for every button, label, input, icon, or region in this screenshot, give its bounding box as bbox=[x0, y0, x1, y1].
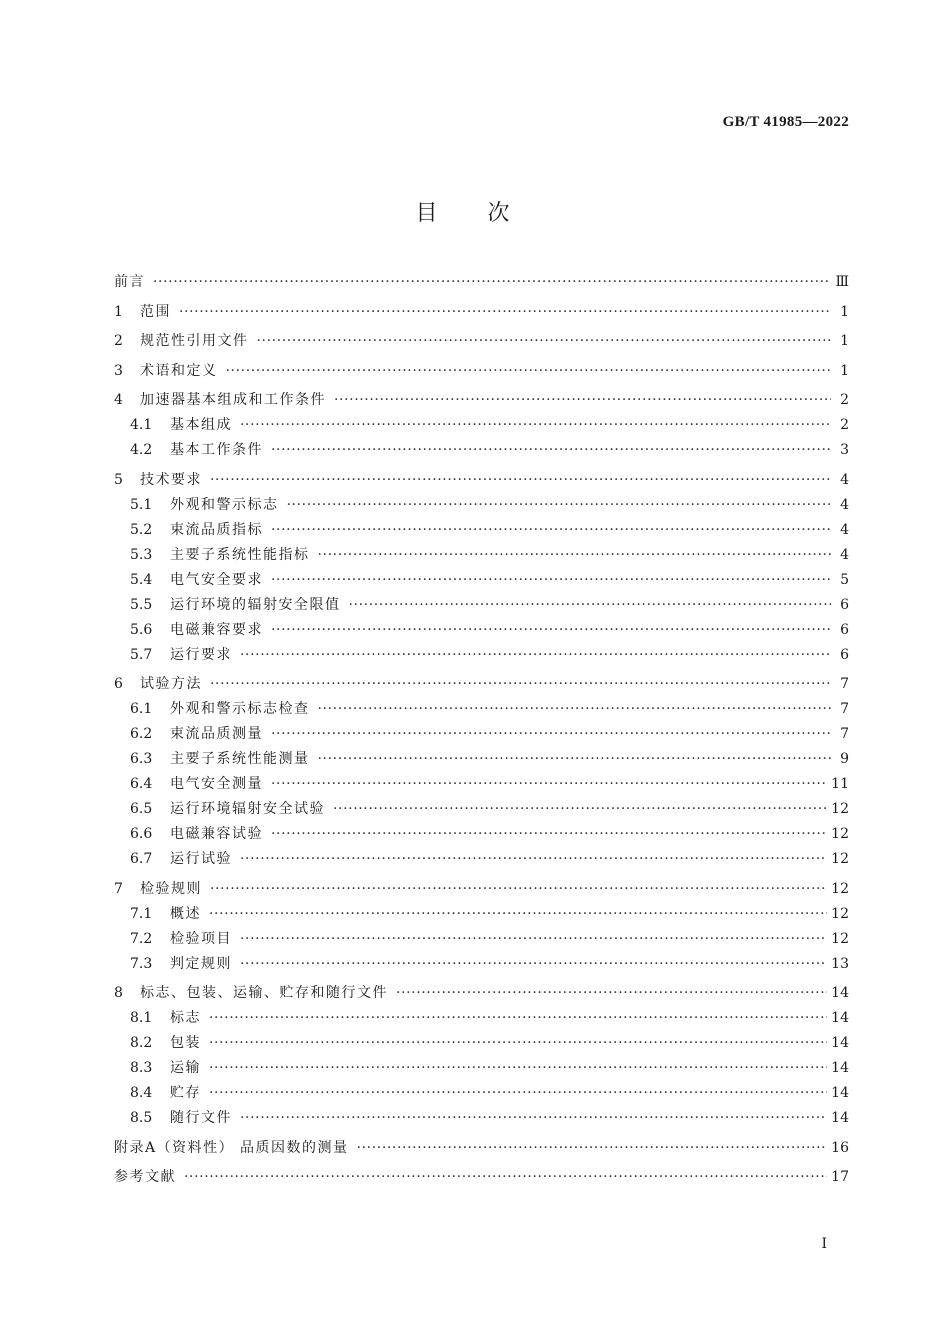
toc-entry-page: 2 bbox=[840, 392, 849, 408]
toc-entry-page: 7 bbox=[840, 701, 849, 717]
toc-entry[interactable] bbox=[114, 493, 849, 517]
toc-entry-number: 6.5 bbox=[130, 801, 153, 817]
dot-leader bbox=[318, 697, 832, 721]
toc-entry-number: 6.4 bbox=[130, 776, 153, 792]
dot-leader bbox=[240, 927, 827, 951]
toc-entry-title: 检验项目 bbox=[170, 930, 232, 947]
dot-leader bbox=[257, 329, 832, 353]
toc-entry-page: 1 bbox=[840, 303, 849, 320]
toc-entry[interactable] bbox=[114, 300, 849, 324]
toc-entry[interactable] bbox=[114, 543, 849, 567]
toc-entry[interactable] bbox=[114, 359, 849, 383]
toc-entry-page: 16 bbox=[831, 1139, 849, 1156]
dot-leader bbox=[271, 438, 831, 462]
toc-entry[interactable] bbox=[114, 822, 849, 846]
dot-leader bbox=[349, 593, 832, 617]
toc-entry-page: 14 bbox=[831, 1010, 849, 1026]
toc-entry-page: 14 bbox=[831, 1060, 849, 1076]
toc-entry[interactable] bbox=[114, 772, 849, 796]
toc-entry-page: Ⅲ bbox=[835, 274, 849, 290]
toc-entry-page: 12 bbox=[831, 851, 849, 867]
toc-entry-number: 7.3 bbox=[130, 955, 153, 972]
toc-entry[interactable] bbox=[114, 643, 849, 667]
toc-entry-title: 电气安全测量 bbox=[170, 776, 263, 792]
toc-entry-page: 13 bbox=[831, 955, 849, 972]
toc-entry[interactable] bbox=[114, 747, 849, 771]
toc-entry-number: 6.2 bbox=[130, 726, 153, 742]
dot-leader bbox=[271, 618, 831, 642]
toc-entry-number: 4 bbox=[114, 392, 123, 408]
dot-leader bbox=[271, 822, 827, 846]
toc-entry-title: 运行环境辐射安全试验 bbox=[170, 801, 325, 817]
toc-entry[interactable] bbox=[114, 902, 849, 926]
dot-leader bbox=[271, 568, 831, 592]
toc-entry-number: 5.3 bbox=[130, 546, 153, 563]
toc-entry-number: 8.3 bbox=[130, 1060, 153, 1076]
dot-leader bbox=[210, 877, 827, 901]
toc-entry[interactable] bbox=[114, 329, 849, 353]
toc-entry[interactable] bbox=[114, 438, 849, 462]
toc-entry-title: 电磁兼容试验 bbox=[170, 826, 263, 842]
toc-title: 目次 bbox=[415, 201, 560, 226]
toc-entry[interactable] bbox=[114, 1006, 849, 1030]
toc-entry-title: 技术要求 bbox=[140, 471, 202, 488]
toc-entry-title: 主要子系统性能指标 bbox=[170, 546, 310, 563]
dot-leader bbox=[271, 518, 831, 542]
dot-leader bbox=[357, 1136, 828, 1160]
toc-entry[interactable] bbox=[114, 697, 849, 721]
toc-entry-title: 运行环境的辐射安全限值 bbox=[170, 596, 341, 613]
toc-entry-title: 束流品质测量 bbox=[170, 726, 263, 742]
toc-entry-title: 基本工作条件 bbox=[170, 442, 263, 458]
toc-entry-title: 标志、包装、运输、贮存和随行文件 bbox=[140, 985, 388, 1001]
toc-entry-number: 1 bbox=[114, 303, 123, 320]
toc-entry[interactable] bbox=[114, 388, 849, 412]
toc-entry-number: 7.2 bbox=[130, 930, 153, 947]
toc-entry-title: 判定规则 bbox=[170, 955, 232, 972]
toc-entry-title: 术语和定义 bbox=[140, 362, 218, 379]
toc-entry-page: 12 bbox=[831, 930, 849, 947]
toc-entry[interactable] bbox=[114, 1031, 849, 1055]
toc-entry-title: 电气安全要求 bbox=[170, 571, 263, 588]
toc-entry-number: 8.4 bbox=[130, 1085, 153, 1101]
toc-entry-page: 14 bbox=[831, 1035, 849, 1051]
toc-entry-number: 8.1 bbox=[130, 1010, 153, 1026]
toc-entry-number: 7.1 bbox=[130, 905, 153, 922]
toc-entry[interactable] bbox=[114, 1106, 849, 1130]
toc-entry-title: 范围 bbox=[140, 303, 171, 320]
toc-entry-title: 试验方法 bbox=[140, 676, 202, 692]
dot-leader bbox=[318, 747, 832, 771]
dot-leader bbox=[226, 359, 832, 383]
toc-entry[interactable] bbox=[114, 981, 849, 1005]
toc-entry[interactable] bbox=[114, 518, 849, 542]
toc-entry[interactable] bbox=[114, 672, 849, 696]
dot-leader bbox=[209, 1031, 827, 1055]
toc-entry-number: 3 bbox=[114, 362, 123, 379]
toc-entry-number: 5.2 bbox=[130, 521, 153, 538]
toc-entry-title: 检验规则 bbox=[140, 880, 202, 897]
toc-entry-number: 5.5 bbox=[130, 596, 153, 613]
dot-leader bbox=[210, 672, 831, 696]
toc-entry-page: 12 bbox=[831, 880, 849, 897]
toc-entry[interactable] bbox=[114, 722, 849, 746]
toc-entry[interactable] bbox=[114, 1165, 849, 1189]
dot-leader bbox=[271, 722, 831, 746]
toc-entry-page: 3 bbox=[840, 442, 849, 458]
toc-entry-number: 5.7 bbox=[130, 646, 153, 663]
toc-entry-page: 5 bbox=[840, 571, 849, 588]
toc-entry-page: 7 bbox=[840, 726, 849, 742]
toc-entry-number: 8.2 bbox=[130, 1035, 153, 1051]
toc-entry-page: 4 bbox=[840, 471, 849, 488]
toc-entry-number: 5.4 bbox=[130, 571, 153, 588]
toc-entry[interactable] bbox=[114, 270, 849, 294]
toc-entry-title: 运行试验 bbox=[170, 851, 232, 867]
toc-entry-page: 6 bbox=[840, 646, 849, 663]
toc-entry-title: 概述 bbox=[170, 905, 201, 922]
toc-entry-page: 4 bbox=[840, 546, 849, 563]
toc-entry[interactable] bbox=[114, 952, 849, 976]
toc-entry-number: 7 bbox=[114, 880, 123, 897]
toc-entry-title: 标志 bbox=[170, 1010, 201, 1026]
toc-entry-number: 8 bbox=[114, 985, 123, 1001]
dot-leader bbox=[210, 468, 831, 492]
toc-entry-title: 基本组成 bbox=[170, 417, 232, 433]
dot-leader bbox=[240, 847, 827, 871]
toc-entry[interactable] bbox=[114, 1136, 849, 1160]
toc-entry-page: 17 bbox=[831, 1169, 849, 1185]
toc-entry-title: 运输 bbox=[170, 1060, 201, 1076]
toc-entry-page: 6 bbox=[840, 596, 849, 613]
toc-entry-page: 2 bbox=[840, 417, 849, 433]
toc-entry-page: 9 bbox=[840, 751, 849, 767]
page-number: I bbox=[821, 1236, 827, 1252]
toc-entry-page: 4 bbox=[840, 521, 849, 538]
dot-leader bbox=[240, 643, 831, 667]
dot-leader bbox=[287, 493, 832, 517]
toc-entry-title: 附录A（资料性） 品质因数的测量 bbox=[114, 1139, 349, 1156]
toc-entry[interactable] bbox=[114, 413, 849, 437]
toc-entry-page: 12 bbox=[831, 826, 849, 842]
dot-leader bbox=[153, 270, 831, 294]
toc-entry-page: 14 bbox=[831, 1085, 849, 1101]
toc-entry-number: 6.3 bbox=[130, 751, 153, 767]
dot-leader bbox=[333, 797, 827, 821]
dot-leader bbox=[209, 1006, 827, 1030]
toc-entry[interactable] bbox=[114, 468, 849, 492]
toc-entry[interactable] bbox=[114, 847, 849, 871]
toc-entry-number: 6.1 bbox=[130, 701, 153, 717]
toc-entry[interactable] bbox=[114, 797, 849, 821]
dot-leader bbox=[184, 1165, 827, 1189]
toc-entry-title: 外观和警示标志 bbox=[170, 496, 279, 513]
dot-leader bbox=[240, 952, 827, 976]
toc-entry[interactable] bbox=[114, 927, 849, 951]
toc-entry-number: 4.2 bbox=[130, 442, 153, 458]
toc-entry[interactable] bbox=[114, 568, 849, 592]
toc-entry-title: 前言 bbox=[114, 274, 145, 290]
toc-entry-page: 14 bbox=[831, 985, 849, 1001]
toc-entry-title: 束流品质指标 bbox=[170, 521, 263, 538]
standard-code: GB/T 41985—2022 bbox=[722, 114, 849, 130]
toc-entry-number: 5.1 bbox=[130, 496, 153, 513]
dot-leader bbox=[209, 1081, 827, 1105]
toc-entry-title: 贮存 bbox=[170, 1085, 201, 1101]
toc-entry[interactable] bbox=[114, 593, 849, 617]
toc-entry-title: 加速器基本组成和工作条件 bbox=[140, 392, 326, 408]
toc-entry-page: 14 bbox=[831, 1110, 849, 1126]
dot-leader bbox=[240, 1106, 827, 1130]
toc-entry-number: 5 bbox=[114, 471, 123, 488]
toc-entry-page: 12 bbox=[831, 905, 849, 922]
toc-entry-page: 4 bbox=[840, 496, 849, 513]
toc-entry-number: 6.7 bbox=[130, 851, 153, 867]
toc-entry-page: 11 bbox=[831, 776, 849, 792]
toc-entry-page: 7 bbox=[840, 676, 849, 692]
toc-entry-title: 参考文献 bbox=[114, 1169, 176, 1185]
toc-entry-title: 包装 bbox=[170, 1035, 201, 1051]
dot-leader bbox=[179, 300, 831, 324]
dot-leader bbox=[209, 902, 827, 926]
toc-entry[interactable] bbox=[114, 1056, 849, 1080]
toc-entry-title: 规范性引用文件 bbox=[140, 333, 249, 349]
toc-entry-title: 运行要求 bbox=[170, 646, 232, 663]
dot-leader bbox=[271, 772, 827, 796]
toc-entry-title: 随行文件 bbox=[170, 1110, 232, 1126]
dot-leader bbox=[318, 543, 832, 567]
toc-entry-page: 12 bbox=[831, 801, 849, 817]
toc-entry-title: 主要子系统性能测量 bbox=[170, 751, 310, 767]
dot-leader bbox=[334, 388, 831, 412]
toc-entry[interactable] bbox=[114, 877, 849, 901]
toc-entry-number: 2 bbox=[114, 333, 123, 349]
toc-entry-number: 6 bbox=[114, 676, 123, 692]
toc-entry[interactable] bbox=[114, 1081, 849, 1105]
toc-entry-number: 6.6 bbox=[130, 826, 153, 842]
dot-leader bbox=[240, 413, 831, 437]
toc-entry-number: 8.5 bbox=[130, 1110, 153, 1126]
toc-entry-title: 外观和警示标志检查 bbox=[170, 701, 310, 717]
toc-entry-page: 6 bbox=[840, 621, 849, 638]
toc-entry-number: 4.1 bbox=[130, 417, 153, 433]
dot-leader bbox=[396, 981, 827, 1005]
toc-entry-title: 电磁兼容要求 bbox=[170, 621, 263, 638]
toc-entry-page: 1 bbox=[840, 362, 849, 379]
toc-entry-number: 5.6 bbox=[130, 621, 153, 638]
toc-entry-page: 1 bbox=[840, 333, 849, 349]
dot-leader bbox=[209, 1056, 827, 1080]
toc-entry[interactable] bbox=[114, 618, 849, 642]
